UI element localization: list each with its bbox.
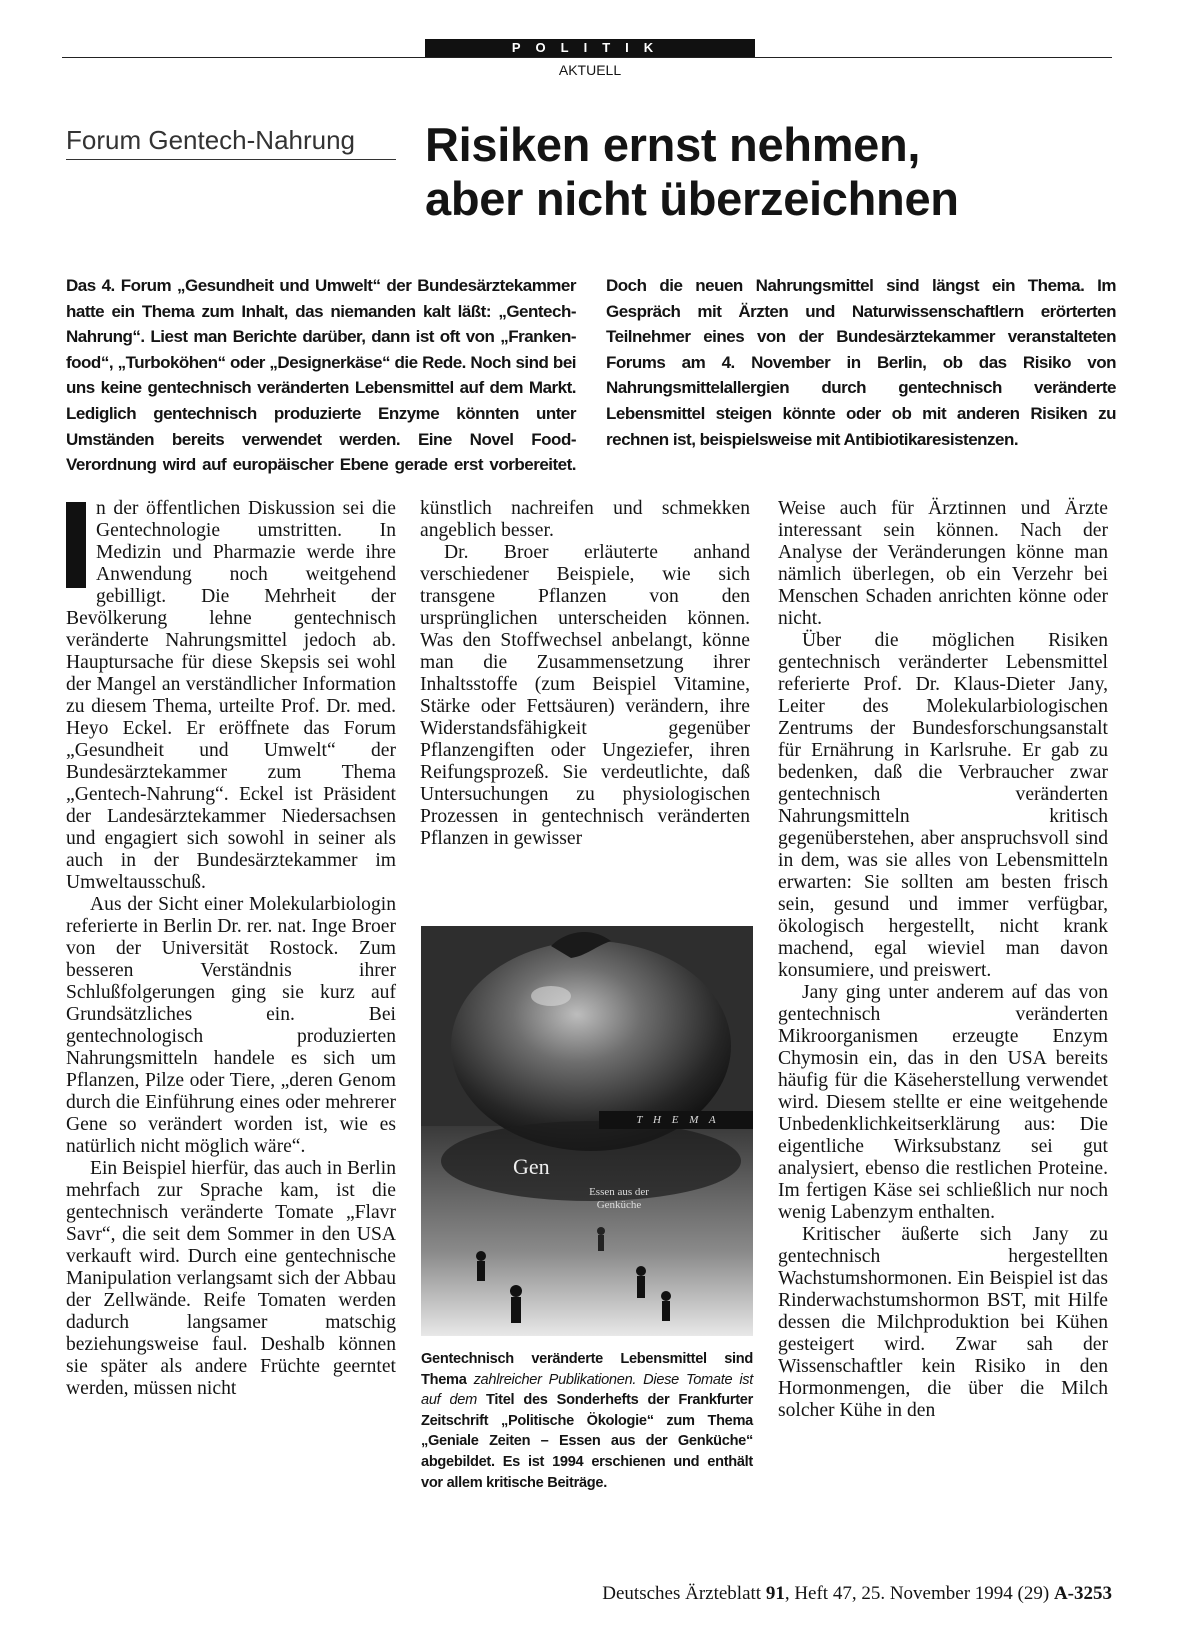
paragraph: Aus der Sicht einer Molekularbiologin referierte in Berlin Dr. rer. nat. Inge Broer von der Universität Rostock. Zum besseren Verständnis ihrer Schlußfolgerungen ging sie kurz auf Grundsätzliches ein. Bei gentechnologisch produzierten Nahrungsmitteln handele es sich um Pflanzen, Pilze oder Tiere, „deren Genom durch die Einführung eines oder mehrerer Gene so verändert worden ist, wie es natürlich nicht möglich wäre“. <box>66 894 396 1157</box>
paragraph: Jany ging unter anderem auf das von gentechnisch veränderten Mikroorganismen erzeugte Enzym Chymosin ein, das in den USA bereits häufig für die Käseherstellung verwendet wird. Diesem stellte er eine weitgehende Unbedenklichkeitserklärung aus: Die eigentliche Wirksubstanz sei gut analysiert, ebenso die restlichen Proteine. Im fertigen Käse sei schließlich nur noch wenig Labenzym enthalten. <box>778 982 1108 1223</box>
thema-banner: T H E M A <box>636 1114 720 1126</box>
article-headline <box>425 118 1145 226</box>
cover-illustration <box>421 926 753 1336</box>
paragraph: künstlich nachreifen und schmekken angeblich besser. <box>420 498 750 541</box>
paragraph: Dr. Broer erläuterte anhand verschiedener Beispiele, wie sich transgene Pflanzen von den ursprünglichen unterscheiden können. Was den Stoffwechsel anbelangt, könne man die Zusammensetzung ihrer Inhaltsstoffe (zum Beispiel Vitamine, Stärke oder Fettsäuren) verändern, ihre Widerstandsfähigkeit gegenüber Pflanzengiften oder Ungeziefer, ihren Reifungsprozeß. Sie verdeutlichte, daß Untersuchungen zu physiologischen Prozessen in gentechnisch veränderten Pflanzen in gewisser <box>420 542 750 849</box>
subsection-label: AKTUELL <box>558 62 622 78</box>
paragraph: Ein Beispiel hierfür, das auch in Berlin mehrfach zur Sprache kam, ist die gentechnisch veränderte Tomate „Flavr Savr“, die seit dem Sommer in den USA verkauft wird. Durch eine gentechnische Manipulation verlangsamt sich der Abbau der Zellwände. Reife Tomaten werden dadurch langsamer matschig beziehungsweise faul. Deshalb können sie später als andere Früchte geerntet werden, müssen nicht <box>66 1158 396 1399</box>
headline-line-2: aber nicht überzeichnen <box>425 172 959 225</box>
paragraph: Kritischer äußerte sich Jany zu gentechnisch hergestellten Wachstumshormonen. Ein Beispiel ist das Rinderwachstumshormon BST, mit Hilfe dessen die Milchproduktion bei Kühen gesteigert wird. Zwar sah der Wissenschaftler kein Risiko in den Hormonmengen, die über die Milch solcher Kühe in den <box>778 1224 1108 1421</box>
text-column-3 <box>778 498 1108 1422</box>
cover-title: Gen <box>513 1154 550 1179</box>
article-lead: Das 4. Forum „Gesundheit und Umwelt“ der Bundesärztekammer hatte ein Thema zum Inhalt, das niemanden kalt läßt: „Gentech-Nahrung“. Liest man Berichte darüber, dann ist oft von „Franken-food“, „Turboköhen“ oder „Designerkäse“ die Rede. Noch sind bei uns keine gentechnisch veränderten Lebensmittel auf dem Markt. Lediglich gentechnisch produzierte Enzyme könnten unter Umständen bereits verwendet werden. Eine Novel Food-Verordnung wird auf europäischer Ebene gerade erst vorbereitet. Doch die neuen Nahrungsmittel sind längst ein Thema. Im Gespräch mit Ärzten und Naturwissenschaftlern erörterten Teilnehmer eines von der Bundesärztekammer veranstalteten Forums am 4. November in Berlin, ob das Risiko von Nahrungsmittelallergien durch gentechnisch veränderte Lebensmittel steigen könnte oder ob mit anderen Risiken zu rechnen ist, beispielsweise mit Antibiotikaresistenzen. <box>66 276 1116 475</box>
cover-subtitle: Essen aus der Genküche <box>589 1186 649 1211</box>
paragraph: Weise auch für Ärztinnen und Ärzte interessant sein können. Nach der Analyse der Veränderungen könne man nämlich überlegen, ob ein Verzehr bei Menschen Schaden anrichten könne oder nicht. <box>778 498 1108 629</box>
article-kicker: Forum Gentech-Nahrung <box>66 123 396 160</box>
text-column-2 <box>420 498 750 850</box>
figure-caption: Gentechnisch veränderte Lebensmittel sind Thema zahlreicher Publikationen. Diese Tomate ist auf dem Titel des Sonderhefts der Frankfurter Zeitschrift „Politische Ökologie“ zum Thema „Geniale Zeiten – Essen aus der Genküche“ abgebildet. Es ist 1994 erschienen und enthält vor allem kritische Beiträge. <box>421 1351 754 1491</box>
section-label: POLITIK <box>425 39 755 57</box>
paragraph: Über die möglichen Risiken gentechnisch veränderter Lebensmittel referierte Prof. Dr. Klaus-Dieter Jany, Leiter des Molekularbiologischen Zentrums der Bundesforschungsanstalt für Ernährung in Karlsruhe. Er gab zu bedenken, daß die Verbraucher zwar gentechnisch veränderten Nahrungsmitteln kritisch gegenüberstehen, aber anspruchsvoll sind in dem, was sie alles von Lebensmitteln erwarten: Sie sollten am besten frisch sein, gesund und immer verfügbar, ökologisch hergestellt, nicht krank machend, egal wieviel man davon konsumiere, und preiswert. <box>778 630 1108 981</box>
header-rule <box>62 57 1112 58</box>
text-column-1 <box>66 498 396 1400</box>
page-footer: Deutsches Ärzteblatt 91, Heft 47, 25. November 1994 (29) A-3253 <box>602 1583 1112 1604</box>
tomato-illustration <box>421 926 753 1336</box>
paragraph: n der öffentlichen Diskussion sei die Gentechnologie umstritten. In Medizin und Pharmazie werde ihre Anwendung noch weitgehend gebilligt. Die Mehrheit der Bevölkerung lehne gentechnisch veränderte Nahrungsmittel jedoch ab. Hauptursache für diese Skepsis sei wohl der Mangel an verständlicher Information zu diesem Thema, urteilte Prof. Dr. med. Heyo Eckel. Er eröffnete das Forum „Gesundheit und Umwelt“ der Bundesärztekammer zum Thema „Gentech-Nahrung“. Eckel ist Präsident der Landesärztekammer Niedersachsen und engagiert sich sowohl in seiner als auch in der Bundesärztekammer im Umweltausschuß. <box>66 498 396 893</box>
dropcap <box>66 502 86 588</box>
headline-line-1: Risiken ernst nehmen, <box>425 118 921 171</box>
